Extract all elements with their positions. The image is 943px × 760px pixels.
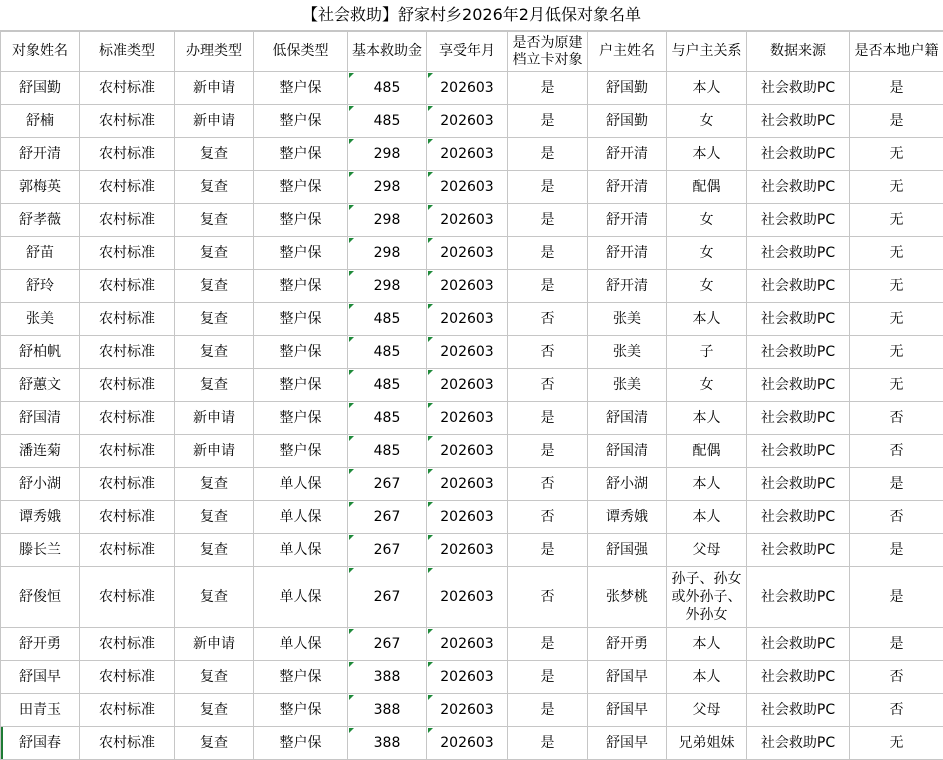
cell-local-hukou[interactable]: 无 (850, 336, 943, 369)
cell-registered[interactable]: 是 (508, 171, 588, 204)
cell-householder[interactable]: 谭秀娥 (588, 501, 667, 534)
cell-standard-type[interactable]: 农村标准 (80, 336, 175, 369)
cell-registered[interactable]: 是 (508, 72, 588, 105)
cell-householder[interactable]: 舒开清 (588, 138, 667, 171)
cell-month[interactable]: 202603 (427, 694, 508, 727)
cell-data-source[interactable]: 社会救助PC (747, 105, 850, 138)
table-row (1, 237, 943, 270)
cell-registered[interactable]: 是 (508, 694, 588, 727)
cell-base-amount[interactable]: 388 (348, 727, 427, 760)
cell-name[interactable]: 舒小湖 (1, 468, 80, 501)
cell-name[interactable]: 滕长兰 (1, 534, 80, 567)
cell-relation[interactable]: 子 (667, 336, 747, 369)
cell-processing-type[interactable]: 复查 (175, 303, 254, 336)
sheet-title: 【社会救助】舒家村乡2026年2月低保对象名单 (0, 0, 943, 31)
cell-householder[interactable]: 舒国清 (588, 402, 667, 435)
cell-local-hukou[interactable]: 否 (850, 661, 943, 694)
cell-base-amount[interactable]: 298 (348, 171, 427, 204)
cell-standard-type[interactable]: 农村标准 (80, 694, 175, 727)
cell-householder[interactable]: 舒国早 (588, 727, 667, 760)
cell-relation[interactable]: 本人 (667, 72, 747, 105)
cell-processing-type[interactable]: 复查 (175, 694, 254, 727)
cell-processing-type[interactable]: 新申请 (175, 72, 254, 105)
cell-base-amount[interactable]: 388 (348, 694, 427, 727)
cell-base-amount[interactable]: 298 (348, 138, 427, 171)
cell-local-hukou[interactable]: 无 (850, 237, 943, 270)
cell-data-source[interactable]: 社会救助PC (747, 204, 850, 237)
cell-data-source[interactable]: 社会救助PC (747, 369, 850, 402)
cell-dibao-type[interactable]: 整户保 (254, 694, 348, 727)
cell-base-amount[interactable]: 485 (348, 72, 427, 105)
cell-registered[interactable]: 否 (508, 501, 588, 534)
cell-dibao-type[interactable]: 整户保 (254, 336, 348, 369)
cell-name[interactable]: 舒柏帆 (1, 336, 80, 369)
cell-month[interactable]: 202603 (427, 468, 508, 501)
cell-data-source[interactable]: 社会救助PC (747, 270, 850, 303)
cell-data-source[interactable]: 社会救助PC (747, 694, 850, 727)
table-row (1, 105, 943, 138)
cell-local-hukou[interactable]: 无 (850, 204, 943, 237)
table-row (1, 72, 943, 105)
cell-householder[interactable]: 舒国清 (588, 435, 667, 468)
table-row (1, 501, 943, 534)
table-row (1, 534, 943, 567)
table-row (1, 628, 943, 661)
cell-processing-type[interactable]: 新申请 (175, 435, 254, 468)
cell-local-hukou[interactable]: 无 (850, 270, 943, 303)
cell-dibao-type[interactable]: 整户保 (254, 72, 348, 105)
cell-relation[interactable]: 本人 (667, 661, 747, 694)
table-row (1, 694, 943, 727)
cell-registered[interactable]: 是 (508, 435, 588, 468)
table-row (1, 727, 943, 760)
cell-name[interactable]: 舒苗 (1, 237, 80, 270)
col-header-relation[interactable]: 与户主关系 (667, 32, 747, 72)
col-header-local-hukou[interactable]: 是否本地户籍 (850, 32, 943, 72)
col-header-householder[interactable]: 户主姓名 (588, 32, 667, 72)
cell-householder[interactable]: 张梦桃 (588, 567, 667, 628)
cell-local-hukou[interactable]: 是 (850, 534, 943, 567)
cell-householder[interactable]: 张美 (588, 336, 667, 369)
cell-relation[interactable]: 本人 (667, 628, 747, 661)
cell-registered[interactable]: 否 (508, 303, 588, 336)
cell-name[interactable]: 舒俊恒 (1, 567, 80, 628)
cell-processing-type[interactable]: 复查 (175, 204, 254, 237)
cell-data-source[interactable]: 社会救助PC (747, 435, 850, 468)
cell-processing-type[interactable]: 新申请 (175, 628, 254, 661)
cell-relation[interactable]: 女 (667, 204, 747, 237)
cell-relation[interactable]: 兄弟姐妹 (667, 727, 747, 760)
cell-data-source[interactable]: 社会救助PC (747, 567, 850, 628)
cell-standard-type[interactable]: 农村标准 (80, 567, 175, 628)
cell-registered[interactable]: 是 (508, 204, 588, 237)
cell-dibao-type[interactable]: 整户保 (254, 402, 348, 435)
cell-base-amount[interactable]: 298 (348, 270, 427, 303)
cell-standard-type[interactable]: 农村标准 (80, 72, 175, 105)
cell-standard-type[interactable]: 农村标准 (80, 661, 175, 694)
cell-standard-type[interactable]: 农村标准 (80, 138, 175, 171)
col-header-base-amount[interactable]: 基本救助金 (348, 32, 427, 72)
cell-name[interactable]: 舒楠 (1, 105, 80, 138)
cell-standard-type[interactable]: 农村标准 (80, 171, 175, 204)
cell-dibao-type[interactable]: 单人保 (254, 501, 348, 534)
cell-relation[interactable]: 女 (667, 369, 747, 402)
cell-name[interactable]: 张美 (1, 303, 80, 336)
cell-month[interactable]: 202603 (427, 336, 508, 369)
cell-data-source[interactable]: 社会救助PC (747, 468, 850, 501)
cell-local-hukou[interactable]: 否 (850, 694, 943, 727)
cell-processing-type[interactable]: 复查 (175, 567, 254, 628)
cell-registered[interactable]: 是 (508, 534, 588, 567)
cell-registered[interactable]: 否 (508, 468, 588, 501)
cell-month[interactable]: 202603 (427, 303, 508, 336)
cell-local-hukou[interactable]: 否 (850, 402, 943, 435)
cell-standard-type[interactable]: 农村标准 (80, 727, 175, 760)
cell-dibao-type[interactable]: 整户保 (254, 138, 348, 171)
cell-registered[interactable]: 否 (508, 336, 588, 369)
cell-standard-type[interactable]: 农村标准 (80, 468, 175, 501)
cell-local-hukou[interactable]: 无 (850, 369, 943, 402)
table-row (1, 270, 943, 303)
cell-month[interactable]: 202603 (427, 435, 508, 468)
cell-standard-type[interactable]: 农村标准 (80, 237, 175, 270)
cell-base-amount[interactable]: 485 (348, 336, 427, 369)
table-row (1, 402, 943, 435)
cell-name[interactable]: 舒开勇 (1, 628, 80, 661)
cell-name[interactable]: 舒国清 (1, 402, 80, 435)
cell-data-source[interactable]: 社会救助PC (747, 72, 850, 105)
cell-registered[interactable]: 否 (508, 369, 588, 402)
cell-data-source[interactable]: 社会救助PC (747, 628, 850, 661)
cell-relation[interactable]: 本人 (667, 501, 747, 534)
cell-dibao-type[interactable]: 单人保 (254, 628, 348, 661)
table-row (1, 435, 943, 468)
table-row (1, 303, 943, 336)
cell-local-hukou[interactable]: 无 (850, 171, 943, 204)
cell-month[interactable]: 202603 (427, 534, 508, 567)
cell-householder[interactable]: 舒开清 (588, 237, 667, 270)
cell-dibao-type[interactable]: 整户保 (254, 171, 348, 204)
col-header-month[interactable]: 享受年月 (427, 32, 508, 72)
cell-registered[interactable]: 是 (508, 628, 588, 661)
col-header-registered[interactable]: 是否为原建档立卡对象 (508, 32, 588, 72)
cell-dibao-type[interactable]: 整户保 (254, 105, 348, 138)
cell-local-hukou[interactable]: 是 (850, 468, 943, 501)
cell-name[interactable]: 田青玉 (1, 694, 80, 727)
cell-month[interactable]: 202603 (427, 661, 508, 694)
cell-dibao-type[interactable]: 整户保 (254, 435, 348, 468)
col-header-name[interactable]: 对象姓名 (1, 32, 80, 72)
cell-relation[interactable]: 配偶 (667, 171, 747, 204)
cell-standard-type[interactable]: 农村标准 (80, 204, 175, 237)
cell-month[interactable]: 202603 (427, 171, 508, 204)
cell-base-amount[interactable]: 267 (348, 468, 427, 501)
col-header-data-source[interactable]: 数据来源 (747, 32, 850, 72)
cell-dibao-type[interactable]: 整户保 (254, 270, 348, 303)
cell-processing-type[interactable]: 复查 (175, 501, 254, 534)
cell-relation[interactable]: 父母 (667, 534, 747, 567)
cell-base-amount[interactable]: 267 (348, 567, 427, 628)
cell-relation[interactable]: 孙子、孙女或外孙子、外孙女 (667, 567, 747, 628)
cell-dibao-type[interactable]: 整户保 (254, 303, 348, 336)
cell-registered[interactable]: 是 (508, 138, 588, 171)
cell-local-hukou[interactable]: 是 (850, 628, 943, 661)
cell-month[interactable]: 202603 (427, 138, 508, 171)
recipient-table (0, 31, 943, 760)
cell-relation[interactable]: 父母 (667, 694, 747, 727)
cell-name[interactable]: 舒玲 (1, 270, 80, 303)
cell-name[interactable]: 潘连菊 (1, 435, 80, 468)
cell-householder[interactable]: 舒国勤 (588, 105, 667, 138)
cell-name[interactable]: 舒国勤 (1, 72, 80, 105)
table-row (1, 468, 943, 501)
cell-standard-type[interactable]: 农村标准 (80, 105, 175, 138)
cell-base-amount[interactable]: 485 (348, 303, 427, 336)
table-row (1, 171, 943, 204)
cell-householder[interactable]: 舒开清 (588, 270, 667, 303)
cell-data-source[interactable]: 社会救助PC (747, 661, 850, 694)
header-row (1, 32, 943, 72)
cell-local-hukou[interactable]: 无 (850, 727, 943, 760)
col-header-dibao-type[interactable]: 低保类型 (254, 32, 348, 72)
cell-name[interactable]: 郭梅英 (1, 171, 80, 204)
cell-standard-type[interactable]: 农村标准 (80, 369, 175, 402)
cell-base-amount[interactable]: 485 (348, 105, 427, 138)
cell-standard-type[interactable]: 农村标准 (80, 435, 175, 468)
cell-data-source[interactable]: 社会救助PC (747, 501, 850, 534)
table-row (1, 567, 943, 628)
cell-householder[interactable]: 舒小湖 (588, 468, 667, 501)
cell-processing-type[interactable]: 新申请 (175, 402, 254, 435)
cell-month[interactable]: 202603 (427, 567, 508, 628)
cell-processing-type[interactable]: 复查 (175, 237, 254, 270)
cell-registered[interactable]: 是 (508, 727, 588, 760)
cell-processing-type[interactable]: 复查 (175, 171, 254, 204)
cell-base-amount[interactable]: 298 (348, 237, 427, 270)
cell-householder[interactable]: 舒国早 (588, 661, 667, 694)
cell-month[interactable]: 202603 (427, 204, 508, 237)
cell-data-source[interactable]: 社会救助PC (747, 138, 850, 171)
cell-dibao-type[interactable]: 整户保 (254, 661, 348, 694)
cell-month[interactable]: 202603 (427, 270, 508, 303)
cell-relation[interactable]: 本人 (667, 468, 747, 501)
cell-householder[interactable]: 张美 (588, 369, 667, 402)
cell-name[interactable]: 谭秀娥 (1, 501, 80, 534)
cell-base-amount[interactable]: 298 (348, 204, 427, 237)
cell-standard-type[interactable]: 农村标准 (80, 270, 175, 303)
cell-data-source[interactable]: 社会救助PC (747, 402, 850, 435)
cell-registered[interactable]: 是 (508, 237, 588, 270)
cell-data-source[interactable]: 社会救助PC (747, 237, 850, 270)
cell-householder[interactable]: 张美 (588, 303, 667, 336)
cell-dibao-type[interactable]: 整户保 (254, 369, 348, 402)
cell-month[interactable]: 202603 (427, 105, 508, 138)
cell-name[interactable]: 舒蕙文 (1, 369, 80, 402)
cell-processing-type[interactable]: 复查 (175, 270, 254, 303)
cell-base-amount[interactable]: 485 (348, 402, 427, 435)
cell-base-amount[interactable]: 267 (348, 534, 427, 567)
cell-standard-type[interactable]: 农村标准 (80, 534, 175, 567)
cell-relation[interactable]: 女 (667, 105, 747, 138)
cell-local-hukou[interactable]: 否 (850, 435, 943, 468)
table-row (1, 138, 943, 171)
table-row (1, 661, 943, 694)
cell-local-hukou[interactable]: 否 (850, 501, 943, 534)
cell-local-hukou[interactable]: 是 (850, 72, 943, 105)
cell-processing-type[interactable]: 复查 (175, 661, 254, 694)
cell-base-amount[interactable]: 388 (348, 661, 427, 694)
cell-registered[interactable]: 否 (508, 567, 588, 628)
cell-householder[interactable]: 舒国勤 (588, 72, 667, 105)
cell-registered[interactable]: 是 (508, 661, 588, 694)
col-header-processing-type[interactable]: 办理类型 (175, 32, 254, 72)
cell-month[interactable]: 202603 (427, 402, 508, 435)
cell-dibao-type[interactable]: 单人保 (254, 567, 348, 628)
cell-base-amount[interactable]: 267 (348, 501, 427, 534)
table-body (1, 72, 943, 760)
cell-local-hukou[interactable]: 无 (850, 138, 943, 171)
cell-processing-type[interactable]: 复查 (175, 138, 254, 171)
cell-data-source[interactable]: 社会救助PC (747, 171, 850, 204)
cell-relation[interactable]: 女 (667, 237, 747, 270)
cell-dibao-type[interactable]: 整户保 (254, 727, 348, 760)
table-row (1, 204, 943, 237)
cell-registered[interactable]: 是 (508, 105, 588, 138)
cell-name[interactable]: 舒国早 (1, 661, 80, 694)
cell-householder[interactable]: 舒开清 (588, 171, 667, 204)
cell-processing-type[interactable]: 复查 (175, 727, 254, 760)
cell-relation[interactable]: 本人 (667, 138, 747, 171)
cell-base-amount[interactable]: 267 (348, 628, 427, 661)
cell-relation[interactable]: 女 (667, 270, 747, 303)
cell-month[interactable]: 202603 (427, 72, 508, 105)
cell-month[interactable]: 202603 (427, 727, 508, 760)
cell-name[interactable]: 舒开清 (1, 138, 80, 171)
cell-local-hukou[interactable]: 无 (850, 303, 943, 336)
cell-base-amount[interactable]: 485 (348, 369, 427, 402)
cell-householder[interactable]: 舒国强 (588, 534, 667, 567)
cell-standard-type[interactable]: 农村标准 (80, 628, 175, 661)
cell-relation[interactable]: 本人 (667, 303, 747, 336)
cell-registered[interactable]: 是 (508, 270, 588, 303)
cell-local-hukou[interactable]: 是 (850, 105, 943, 138)
cell-data-source[interactable]: 社会救助PC (747, 336, 850, 369)
table-row (1, 369, 943, 402)
cell-standard-type[interactable]: 农村标准 (80, 501, 175, 534)
col-header-standard-type[interactable]: 标准类型 (80, 32, 175, 72)
cell-dibao-type[interactable]: 整户保 (254, 237, 348, 270)
cell-month[interactable]: 202603 (427, 628, 508, 661)
cell-dibao-type[interactable]: 单人保 (254, 534, 348, 567)
cell-processing-type[interactable]: 复查 (175, 534, 254, 567)
cell-month[interactable]: 202603 (427, 501, 508, 534)
cell-month[interactable]: 202603 (427, 237, 508, 270)
cell-name[interactable]: 舒孝薇 (1, 204, 80, 237)
cell-processing-type[interactable]: 新申请 (175, 105, 254, 138)
cell-relation[interactable]: 本人 (667, 402, 747, 435)
cell-registered[interactable]: 是 (508, 402, 588, 435)
cell-data-source[interactable]: 社会救助PC (747, 303, 850, 336)
cell-dibao-type[interactable]: 单人保 (254, 468, 348, 501)
cell-name[interactable]: 舒国春 (1, 727, 80, 760)
table-row (1, 336, 943, 369)
cell-month[interactable]: 202603 (427, 369, 508, 402)
cell-householder[interactable]: 舒国早 (588, 694, 667, 727)
cell-base-amount[interactable]: 485 (348, 435, 427, 468)
cell-processing-type[interactable]: 复查 (175, 336, 254, 369)
cell-dibao-type[interactable]: 整户保 (254, 204, 348, 237)
cell-processing-type[interactable]: 复查 (175, 468, 254, 501)
cell-data-source[interactable]: 社会救助PC (747, 727, 850, 760)
cell-processing-type[interactable]: 复查 (175, 369, 254, 402)
cell-standard-type[interactable]: 农村标准 (80, 303, 175, 336)
cell-relation[interactable]: 配偶 (667, 435, 747, 468)
cell-data-source[interactable]: 社会救助PC (747, 534, 850, 567)
cell-householder[interactable]: 舒开清 (588, 204, 667, 237)
cell-standard-type[interactable]: 农村标准 (80, 402, 175, 435)
cell-local-hukou[interactable]: 是 (850, 567, 943, 628)
cell-householder[interactable]: 舒开勇 (588, 628, 667, 661)
